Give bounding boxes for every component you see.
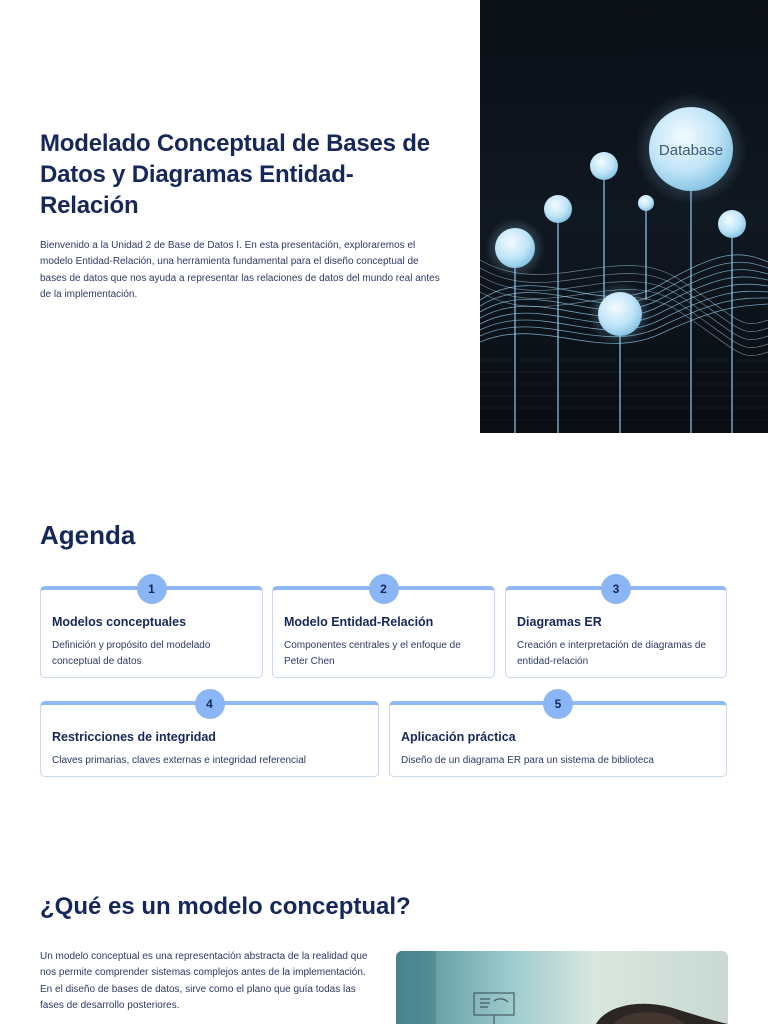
agenda-number-badge: 2 xyxy=(369,574,399,604)
concept-photo xyxy=(396,951,728,1024)
hero-intro-text: Bienvenido a la Unidad 2 de Base de Datos I. En esta presentación, exploraremos el modelo Entidad-Relación, una herramienta fundamental para el diseño conceptual de bases de datos que nos ayuda a representar las relaciones de datos del mundo real antes de la implementación. xyxy=(40,240,440,301)
agenda-number-badge: 4 xyxy=(195,689,225,719)
database-illustration xyxy=(480,0,768,433)
agenda-card-4 xyxy=(40,697,379,777)
agenda-number-badge: 1 xyxy=(137,574,167,604)
agenda-card-description: Diseño de un diagrama ER para un sistema de biblioteca xyxy=(401,755,654,766)
agenda-card-title: Modelos conceptuales xyxy=(52,615,187,629)
agenda-card-1 xyxy=(40,582,263,678)
page-title: Modelado Conceptual de Bases de Datos y Diagramas Entidad-Relación xyxy=(40,130,430,219)
agenda-card-5 xyxy=(389,697,727,777)
database-label: Database xyxy=(658,142,724,159)
agenda-card-title: Modelo Entidad-Relación xyxy=(284,615,434,629)
agenda-card-2 xyxy=(272,582,495,678)
agenda-card-description: Definición y propósito del modelado conceptual de datos xyxy=(52,640,211,667)
concept-text: Un modelo conceptual es una representación abstracta de la realidad que nos permite comprender sistemas complejos antes de la implementación. En el diseño de bases de datos, sirve como el plano que guía todas las fases de desarrollo posteriores. xyxy=(40,951,368,1012)
agenda-card-description: Componentes centrales y el enfoque de Peter Chen xyxy=(284,640,461,667)
agenda-card-title: Restricciones de integridad xyxy=(52,730,216,744)
agenda-card-description: Creación e interpretación de diagramas de entidad-relación xyxy=(517,640,706,667)
agenda-number-badge: 3 xyxy=(601,574,631,604)
agenda-number-badge: 5 xyxy=(543,689,573,719)
concept-section-title: ¿Qué es un modelo conceptual? xyxy=(40,893,411,920)
agenda-title: Agenda xyxy=(40,520,136,550)
agenda-card-title: Diagramas ER xyxy=(517,615,602,629)
agenda-card-3 xyxy=(505,582,727,678)
agenda-card-title: Aplicación práctica xyxy=(401,730,516,744)
agenda-card-description: Claves primarias, claves externas e integridad referencial xyxy=(52,755,307,766)
hero-section xyxy=(0,0,768,433)
